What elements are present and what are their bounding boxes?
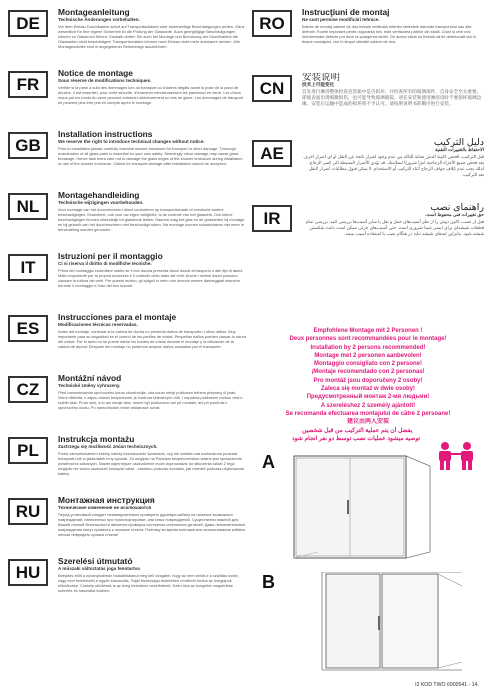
section-text: Prima del montaggio controllare subito se il box doccia presenta danni dovuti al trasporto o altri tipi di danni. Molto importante per la propria sicurezza è il controllo dello stato dei vetri. Anche i minimi danni possono causare la rottura dei vetri. Per questo motivo, gli spigoli in vetro non devono essere danneggiati neanche durante il montaggio e l'uso del box doccia! (58, 267, 244, 288)
figure-label-a: A (262, 452, 275, 472)
section-subtitle: 技术上可能变化 (302, 82, 335, 87)
language-code-box: RU (8, 498, 48, 525)
warning-line: Zaleca się montaż w dwie osoby! (320, 386, 416, 393)
section-ir (252, 201, 484, 265)
language-code-box: HU (8, 559, 48, 586)
section-text: Před namontováním sprchového koutu zkontrolujte, zda koutu nebyl poškozen během přepravy či jinak. Velmi důležitá, v zájmu vlastní bezpečnosti, je kontrola skleněných dílů. I nepatrná poškození mohou vést k rozbití skla. Proto sklo, a to ani okraje skla, nesmí být poškozeno ani při montáži, ani při používání sprchového koutu. Po namontování nelze reklamace uznat. (58, 389, 243, 410)
language-code-box: PL (8, 437, 48, 464)
section-subtitle: A műszaki változtatás joga fenntartva (58, 566, 140, 571)
section-title: Instrucciones para el montaje (58, 313, 177, 322)
section-title: Notice de montage (58, 69, 133, 78)
section-text: Vor dem Einbau Duschkabine sofort auf Transportschäden oder anderweitige Beschädigungen prüfen. Ganz wesentlich für Ihre eigene Sicherheit ist die Prüfung der Glaskante. Auch geringfügige Beschädigungen können zu Glasbruch führen. Deshalb dürfen Sie auch bei Montage und Benutzung der Duschkabine die Glaskanten nicht beschädigen! Transportschäden können nach Einbau nicht mehr anerkannt werden. Alle Montageschritte sind in angegebener Reihenfolge auszuführen. (58, 23, 245, 49)
section-text: Vérifier si la paroi a subi des dommages lors du transport ou d'autres dégâts avant la pose de la paroi de douche. Il est essentiel, pour votre sécurité, d'examiner minutieusement les panneaux en verre. Les chocs reçus par les bords du verre peuvent entraîner ultérieurement un bris de glace. Les dommages de transport ne peuvent plus être pris en compte après le montage. (58, 84, 244, 105)
language-code-box: GB (8, 132, 48, 159)
warning-line: A szereléshez 2 személy ajánlott! (320, 402, 416, 409)
section-title: Montážní návod (58, 374, 122, 383)
section-gb (8, 128, 246, 188)
figure-b (262, 572, 482, 676)
language-code-box: ES (8, 315, 48, 342)
section-subtitle: Zastrzega się możliwość zmian technicznych. (58, 444, 158, 449)
warning-line: Montage met 2 personen aanbevolen! (314, 352, 422, 359)
section-cz (8, 372, 246, 432)
section-subtitle: Technické změny vyhrazeny. (58, 383, 121, 388)
footer-code: I2 KOD TWO 6900541 - 14. (415, 682, 479, 688)
section-text: Prior to installation please carefully examine shower enclosure for transport or other damage. Thorough examination of all glass parts is essential for your own safety. Seemingly minor damage may cause glass breakage. Hence take extra care not to damage the glass edges of the shower enclosure during installation or use of the shower enclosure. Claims for transport damage after installation cannot be accepted. (58, 145, 243, 166)
section-subtitle: الاحتفاظ بالتغييرات التقنية (435, 147, 484, 152)
section-subtitle: Ci si riserva il diritto di modifiche tecniche. (58, 261, 152, 266)
section-text: Перед установкой следует незамедлительно проверить душевую кабину на наличие возможных повреждений, нанесенных при транспортировке, или иных повреждений. Существенно важной для Вашей личной безопасности является проверка состояния стеклянных деталей. Даже незначительные повреждения могут привести к поломке стекла. Поэтому во время монтажа или использования кабины нельзя повредить кромки стекла! (58, 511, 246, 537)
section-subtitle: Sous réserve de modifications techniques. (58, 78, 152, 83)
section-text: Przed zamontowaniem kabiny należy bezzwłocznie sprawdzić, czy nie została ona uszkodzona podczas transportu lub w jakikolwiek inny sposób. Ze względu na Państwa bezpieczeństwo ważne jest sprawdzenie powierzchni szklanych. Nawet najmniejsze uszkodzenie może doprowadzić do stłuczenia szkła! Z tego względu nie wolno uszkodzić krawędzi szkła - zarówno podczas montażu, jak również podczas użytkowania kabiny. (58, 450, 244, 476)
shower-door-drawing-b (262, 572, 482, 676)
section-subtitle: Технические изменения не исключаются (58, 505, 152, 510)
language-code-box: IT (8, 254, 48, 281)
section-text: قبل التركيب، افحص كابينة الدش بعناية للتأكد من عدم وجود أضرار ناتجة عن النقل أو أي أضرار أخرى. يعد فحص جميع الأجزاء الزجاجية أمرًا ضروريًا لسلامتك. قد تؤدي الأضرار البسيطة إلى كسر الزجاج. لذلك يجب عدم إتلاف حواف الزجاج أثناء التركيب أو الاستخدام. لا يمكن قبول مطالبات أضرار النقل بعد التركيب. (303, 153, 484, 177)
figure-label-b: B (262, 572, 275, 592)
right-column (252, 6, 484, 266)
warning-line: ¡Montaje recomendado con 2 personas! (311, 369, 425, 376)
section-title: 安装说明 (302, 73, 341, 82)
section-title: Montageanleitung (58, 8, 130, 17)
section-nl (8, 189, 246, 249)
section-title: Instrucţiuni de montaj (302, 8, 390, 17)
section-title: Montagehandleiding (58, 191, 140, 200)
section-title: Istruzioni per il montaggio (58, 252, 163, 261)
section-text: Beépítés előtt a zuhanykabinon haladéktalanul meg kell vizsgálni, hogy az nem sérült-e a szállítás során, vagy nem keletkezett-e egyéb károsodás. Saját biztonsága érdekében rendkívül fontos az üveglapok ellenőrzése. Csekély sérülések is az üveg töréséhez vezethetnek. Ezért tilos az üvegélek megsértése szerelés és használat közben. (58, 572, 239, 593)
warning-line: توصیه میشود عملیات نصب توسط دو نفر انجام شود (292, 435, 421, 442)
section-cn (252, 71, 484, 135)
section-ru (8, 494, 246, 554)
section-ro (252, 6, 484, 70)
section-subtitle: Technische wijzigingen voorbehouden. (58, 200, 144, 205)
section-subtitle: Modificaciones técnicas reservadas. (58, 322, 138, 327)
section-title: Монтажная инструкция (58, 496, 155, 505)
shower-door-drawing-a (262, 452, 482, 560)
warning-line: Se recomanda efectuarea montajului de către 2 persoane! (285, 410, 451, 417)
section-title: Szerelési útmutató (58, 557, 133, 566)
section-text: Înainte de montaj cabinei de duș trebuie verificată referitor defectele datorate transportului sau alte defecte. Foarte important pentru siguranța dvs. este verificarea părților din sticlă. Chiar și cele mai neînsemnate defecte pot duce la spargerea sticlei. De aceea sticla nu trebuie să fie deteriorată nici în timpul montajului, nici în timpul utilizării cabinei de duș. (302, 23, 477, 44)
section-ae (252, 136, 484, 200)
warning-line: يفضل أن يتم عملية التركيب من قبل شخصين (302, 427, 413, 434)
section-subtitle: حق تغییرات فنی محفوظ است. (425, 212, 484, 217)
section-subtitle: Ne sunt permise modificări tehnice. (302, 17, 380, 22)
warning-line: 建议由两人安装 (346, 419, 389, 426)
language-code-box: NL (8, 193, 48, 220)
section-text: 首先进行淋浴整体检查包装箱中是否损坏，并检查所有的玻璃部件，自身安全至关重要。即使表面出现细微损伤，也可能导致玻璃破裂。请在安装和使用淋浴房时不要损坏玻璃边缘。安装后运输中造成的损坏将不予认可。请按照说明书的顺序进行安装。 (302, 88, 482, 106)
section-text: قبل از نصب، کابین دوش را از نظر آسیب‌های حمل و نقل یا سایر آسیب‌ها بررسی کنید. بررسی تمام قطعات شیشه‌ای برای ایمنی شما ضروری است. حتی آسیب‌های جزئی ممکن است باعث شکستن شیشه شود. بنابراین لبه‌های شیشه نباید در هنگام نصب یا استفاده آسیب ببینند. (305, 218, 484, 236)
section-text: Antes del montaje, controlar si la cabina de ducha no presenta daños de transporte u otros daños. Muy importante para su seguridad es el control de los perfiles de cristal. Pequeñas daños pueden causar la rotura del cristal. Por lo tanto no se puede dañar los bordes de cristal durante el montaje y la utilización de la cabina de ducha! Después del montaje no podemos aceptar daños causados por el transporte. (58, 328, 246, 349)
section-subtitle: We reserve the right to introduce technical changes without notice. (58, 139, 205, 144)
language-code-box: IR (252, 205, 292, 232)
section-title: Instrukcja montażu (58, 435, 135, 444)
section-es (8, 311, 246, 371)
left-column (8, 6, 246, 616)
figure-a (262, 452, 482, 560)
language-code-box: RO (252, 10, 292, 37)
warning-line: Montaggio consigliato con 2 persone! (313, 361, 422, 368)
warning-line: Installation by 2 persons recommended! (310, 344, 426, 351)
section-subtitle: Technische Änderungen vorbehalten. (58, 17, 140, 22)
section-title: دليل التركيب (433, 138, 484, 147)
warning-line: Empfohlene Montage mit 2 Personen ! (313, 328, 423, 334)
section-hu (8, 555, 246, 615)
language-code-box: CZ (8, 376, 48, 403)
language-code-box: CN (252, 75, 292, 102)
section-pl (8, 433, 246, 493)
section-text: Voor montage van het douchescherm direct controleren op transportschade of eventuele andere beschadigingen. Essentieel, ook voor uw eigen veiligheid, is de controle van het glaswerk. Ook kleine beschadigingen kunnen uiteindelijk tot glasbreuk leiden. Daarom mag het glas en de glaskanten bij montage en bij gebruik van het douchescherm niet beschadigd raken. Na montage kunnen schadeclaims niet meer in behandeling worden genomen. (58, 206, 245, 232)
section-de (8, 6, 246, 66)
warning-line: Deux personnes sont recommandées pour le montage! (289, 336, 447, 343)
section-title: Installation instructions (58, 130, 153, 139)
warning-line: Предусмотренный монтаж 2-мя людьми! (306, 394, 430, 401)
warning-line: Pro montáž jsou doporučeny 2 osoby! (313, 377, 423, 384)
section-fr (8, 67, 246, 127)
language-code-box: AE (252, 140, 292, 167)
section-it (8, 250, 246, 310)
language-code-box: FR (8, 71, 48, 98)
section-title: راهنمای نصب (430, 203, 484, 212)
language-code-box: DE (8, 10, 48, 37)
